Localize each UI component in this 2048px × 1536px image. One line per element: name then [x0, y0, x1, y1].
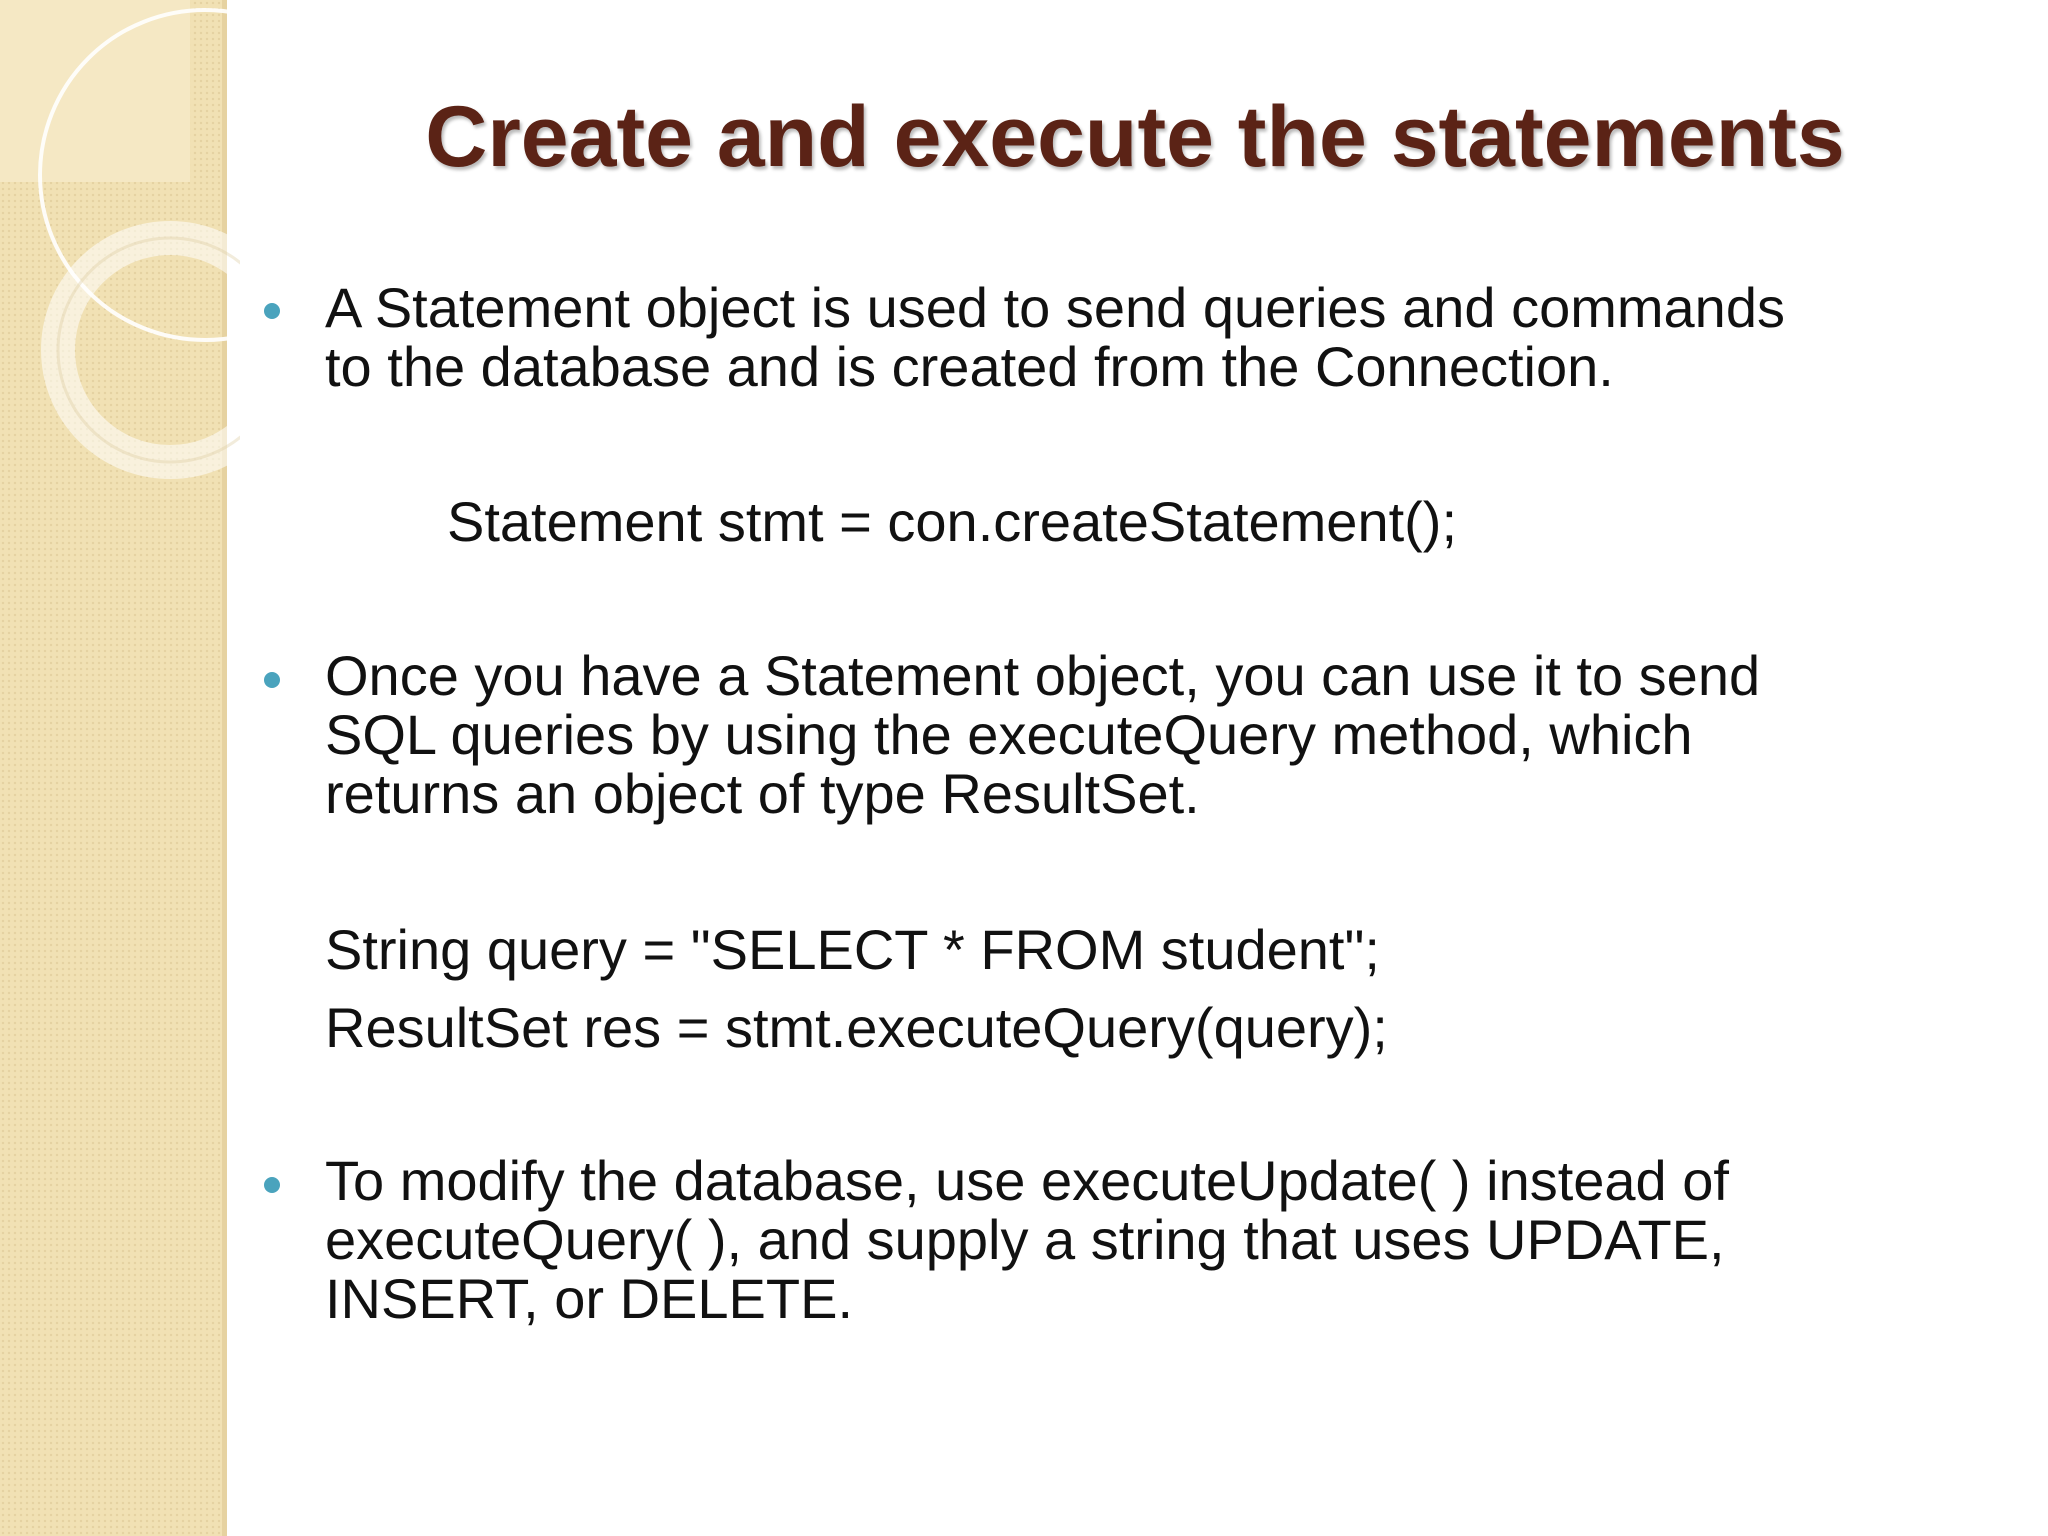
bullet-line: Once you have a Statement object, you can use it to send — [325, 644, 1761, 707]
bullet-text-3 — [325, 1151, 2005, 1328]
code-snippet-query-string: String query = "SELECT * FROM student"; — [325, 918, 1380, 981]
bullet-line: returns an object of type ResultSet. — [325, 762, 1200, 825]
bullet-dot — [264, 303, 280, 319]
bullet-line: To modify the database, use executeUpdate( ) instead of — [325, 1149, 1729, 1212]
bullet-line: INSERT, or DELETE. — [325, 1267, 854, 1330]
decorative-rings — [0, 0, 240, 520]
bullet-text-2 — [325, 646, 2005, 823]
code-snippet-create-statement: Statement stmt = con.createStatement(); — [447, 490, 1457, 553]
slide-title: Create and execute the statements — [425, 89, 1845, 185]
bullet-line: executeQuery( ), and supply a string that uses UPDATE, — [325, 1208, 1725, 1271]
code-snippet-execute-query: ResultSet res = stmt.executeQuery(query); — [325, 996, 1388, 1059]
bullet-line: SQL queries by using the executeQuery method, which — [325, 703, 1693, 766]
bullet-text-1 — [325, 278, 2005, 396]
bullet-line: A Statement object is used to send queries and commands — [325, 276, 1785, 339]
bullet-dot — [264, 1177, 280, 1193]
bullet-dot — [264, 672, 280, 688]
bullet-line: to the database and is created from the Connection. — [325, 335, 1614, 398]
